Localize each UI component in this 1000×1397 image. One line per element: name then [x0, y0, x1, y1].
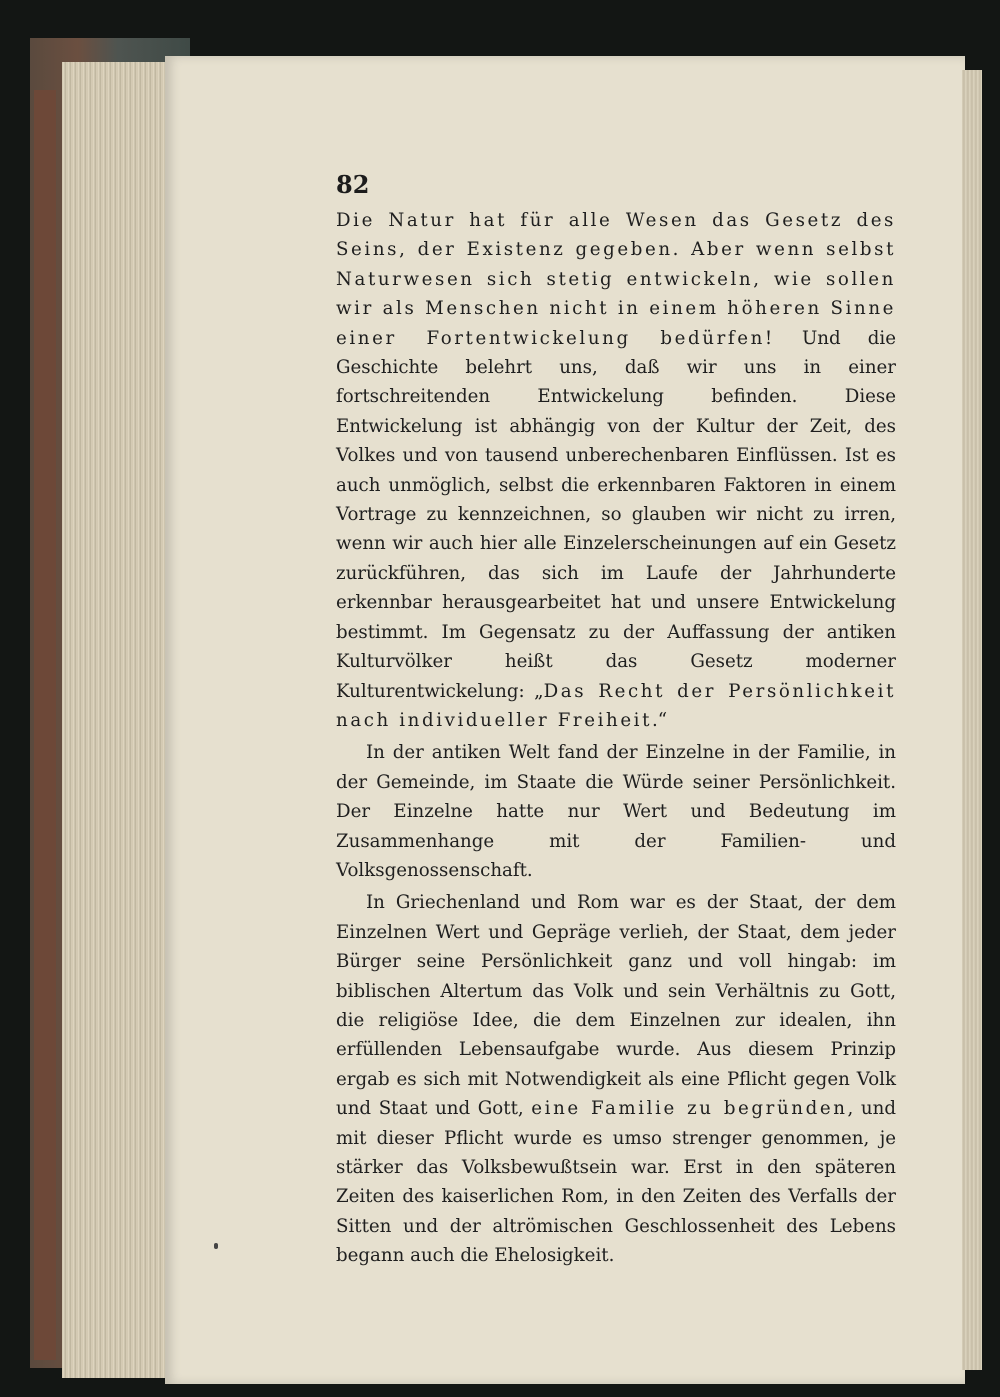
body-text	[336, 206, 896, 1271]
paragraph	[336, 738, 896, 885]
ink-mark	[214, 1243, 218, 1249]
text-run: In Griechenland und Rom war es der Staat, der dem Einzelnen Wert und Gepräge verlieh, der Staat, dem jeder Bürger seine Persönlichkeit ganz und voll hingab: im biblischen Altertum das Volk und sein Verhältnis zu Gott, die religiöse Idee, die dem Einzelnen zur idealen, ihn erfüllenden Lebensaufgabe wurde. Aus diesem Prinzip ergab es sich mit Notwendigkeit als eine Pflicht gegen Volk und Staat und Gott,	[336, 892, 896, 1120]
spaced-text: Die Natur hat für alle Wesen das Gesetz des Seins, der Existenz gegeben. Aber wenn selbst Naturwesen sich stetig entwickeln, wie sollen wir als Menschen nicht in einem höheren Sinne einer Fortentwickelung bedürfen!	[336, 210, 896, 349]
text-run: In der antiken Welt fand der Einzelne in der Familie, in der Gemeinde, im Staate die Würde seiner Persönlichkeit. Der Einzelne hatte nur Wert und Bedeutung im Zusammenhange mit der Familien- und Volksgenossenschaft.	[336, 742, 896, 881]
page-number: 82	[336, 170, 370, 199]
cover-cloth-strip	[34, 90, 56, 1360]
text-run: , und mit dieser Pflicht wurde es umso strenger genommen, je stärker das Volksbewußtsein war. Erst in den späteren Zeiten des kaiserlichen Rom, in den Zeiten des Verfalls der Sitten und der altrömischen Geschlossenheit des Lebens begann auch die Ehelosigkeit.	[336, 1098, 896, 1267]
text-run: Und die Geschichte belehrt uns, daß wir uns in einer fortschreitenden Entwickelung befinden. Diese Entwickelung ist abhängig von der Kultur der Zeit, des Volkes und von tausend unberechenbaren Einflüssen. Ist es auch unmöglich, selbst die erkennbaren Faktoren in einem Vortrage zu kennzeichnen, so glauben wir nicht zu irren, wenn wir auch hier alle Einzelerscheinungen auf ein Gesetz zurückführen, das sich im Laufe der Jahrhunderte erkennbar herausgearbeitet hat und unsere Entwickelung bestimmt. Im Gegensatz zu der Auffassung der antiken Kulturvölker heißt das Gesetz moderner Kulturentwickelung: „	[336, 327, 896, 702]
text-run: .“	[652, 709, 668, 731]
spaced-text: eine Familie zu begründen	[531, 1098, 848, 1120]
paragraph	[336, 206, 896, 735]
paragraph	[336, 888, 896, 1270]
page-edges-right	[962, 70, 982, 1370]
spaced-text: Das Recht der Persönlichkeit nach individueller Freiheit	[336, 680, 896, 731]
page-edges-left	[62, 62, 174, 1378]
